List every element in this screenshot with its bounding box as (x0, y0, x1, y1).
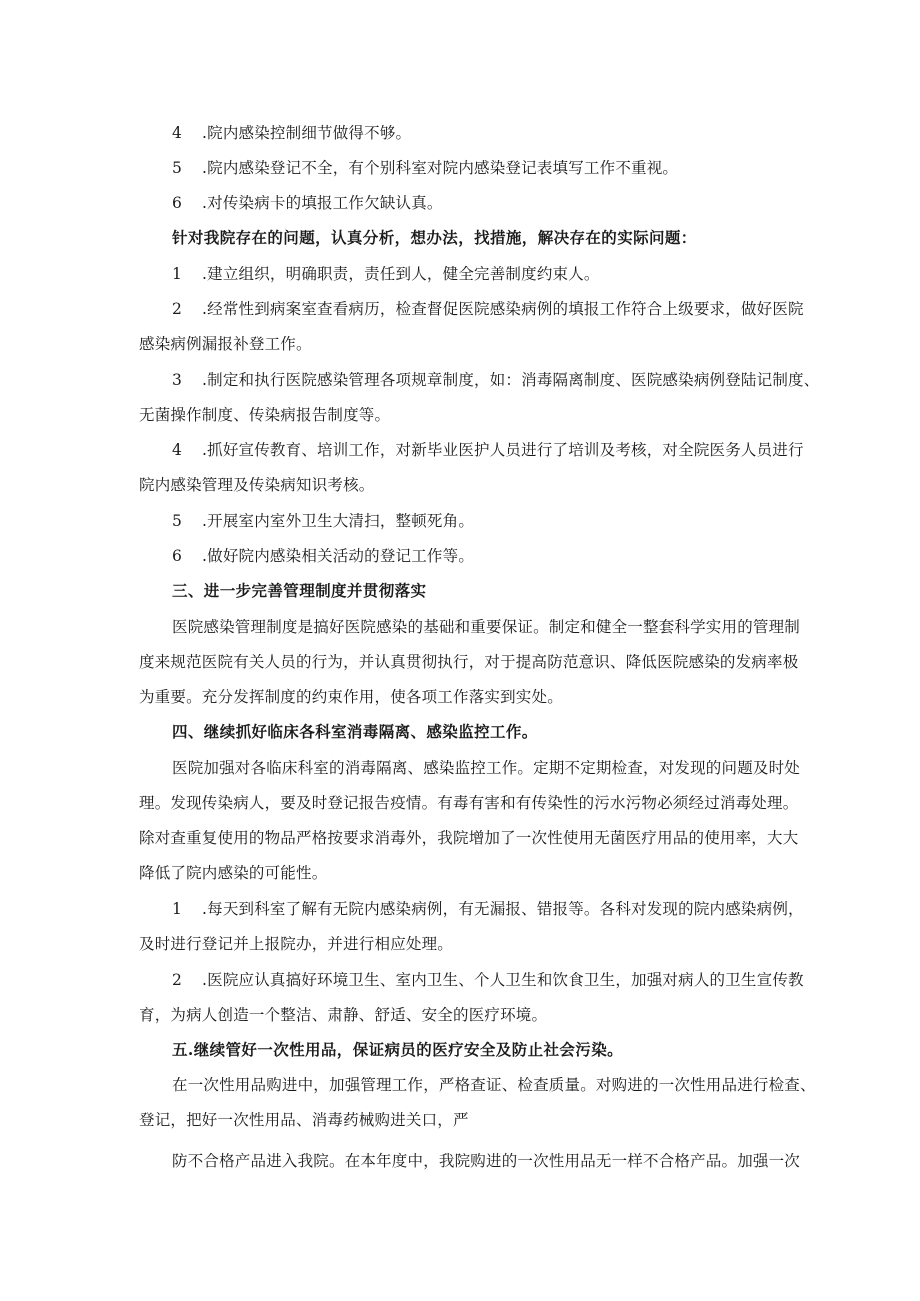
measure-item-2-continuation (139, 334, 312, 354)
item-text: 院内感染管理及传染病知识考核。 (139, 476, 375, 494)
item-text: .院内感染控制细节做得不够。 (202, 124, 412, 142)
section-4-paragraph-line-4 (139, 863, 327, 883)
item-text: .经常性到病案室查看病历，检查督促医院感染病例的填报工作符合上级要求，做好医院 (202, 300, 804, 318)
item-number: 6 (172, 547, 183, 565)
section-5-paragraph-line-3 (172, 1151, 800, 1171)
item-number: 1 (172, 265, 183, 283)
item-number: 1 (172, 900, 183, 918)
section-5-paragraph-line-1 (172, 1075, 816, 1095)
heading-text: 三、进一步完善管理制度并贯彻落实 (172, 581, 427, 600)
paragraph-item-6-infectious-card (172, 193, 443, 213)
measure-item-4 (172, 440, 804, 460)
paragraph-text: 理。发现传染病人，要及时登记报告疫情。有毒有害和有传染性的污水污物必须经过消毒处理。 (139, 794, 799, 812)
paragraph-text: 除对查重复使用的物品严格按要求消毒外，我院增加了一次性使用无菌医疗用品的使用率，大大 (139, 829, 799, 847)
item-text: 育，为病人创造一个整洁、肃静、舒适、安全的医疗环境。 (139, 1006, 548, 1024)
item-number: 5 (172, 159, 183, 177)
item-text: .制定和执行医院感染管理各项规章制度，如：消毒隔离制度、医院感染病例登陆记制度、 (202, 371, 820, 389)
paragraph-text: 防不合格产品进入我院。在本年度中，我院购进的一次性用品无一样不合格产品。加强一次 (172, 1152, 801, 1170)
section-heading-3 (172, 581, 426, 601)
heading-text: 四、继续抓好临床各科室消毒隔离、感染监控工作。 (172, 722, 538, 741)
measure-item-3-continuation (139, 405, 390, 425)
paragraph-text: 在一次性用品购进中，加强管理工作，严格查证、检查质量。对购进的一次性用品进行检查、 (172, 1076, 816, 1094)
item-text: 及时进行登记并上报院办，并进行相应处理。 (139, 935, 454, 953)
section-4-item-1-continuation (139, 934, 453, 954)
section-4-item-2-continuation (139, 1005, 547, 1025)
section-intro-measures (172, 228, 697, 248)
measure-item-3 (172, 370, 819, 390)
section-heading-5 (172, 1040, 623, 1060)
paragraph-text: 降低了院内感染的可能性。 (139, 864, 328, 882)
section-heading-4 (172, 722, 538, 742)
item-text: .做好院内感染相关活动的登记工作等。 (202, 547, 475, 565)
item-text: .开展室内室外卫生大清扫，整顿死角。 (202, 512, 475, 530)
item-number: 2 (172, 971, 183, 989)
item-text: 感染病例漏报补登工作。 (139, 335, 312, 353)
section-3-paragraph-line-1 (172, 617, 800, 637)
section-4-paragraph-line-1 (172, 758, 800, 778)
section-4-paragraph-line-3 (139, 828, 798, 848)
paragraph-text: 医院感染管理制度是搞好医院感染的基础和重要保证。制定和健全一整套科学实用的管理制 (172, 618, 801, 636)
measure-item-4-continuation (139, 475, 375, 495)
measure-item-1 (172, 264, 600, 284)
item-text: .每天到科室了解有无院内感染病例，有无漏报、错报等。各科对发现的院内感染病例， (202, 900, 804, 918)
section-3-paragraph-line-3 (139, 687, 563, 707)
item-number: 3 (172, 371, 183, 389)
item-text: .建立组织，明确职责，责任到人，健全完善制度约束人。 (202, 265, 600, 283)
item-number: 4 (172, 441, 183, 459)
section-4-item-2 (172, 970, 804, 990)
item-text: .医院应认真搞好环境卫生、室内卫生、个人卫生和饮食卫生，加强对病人的卫生宣传教 (202, 971, 804, 989)
intro-text: 针对我院存在的问题，认真分析，想办法，找措施，解决存在的实际问题： (172, 228, 697, 247)
measure-item-2 (172, 299, 804, 319)
measure-item-6 (172, 546, 474, 566)
item-number: 6 (172, 194, 183, 212)
item-text: .对传染病卡的填报工作欠缺认真。 (202, 194, 443, 212)
paragraph-text: 登记，把好一次性用品、消毒药械购进关口，严 (139, 1111, 469, 1129)
section-4-paragraph-line-2 (139, 793, 798, 813)
item-text: 无菌操作制度、传染病报告制度等。 (139, 406, 391, 424)
item-text: .院内感染登记不全，有个别科室对院内感染登记表填写工作不重视。 (202, 159, 679, 177)
paragraph-text: 度来规范医院有关人员的行为，并认真贯彻执行，对于提高防范意识、降低医院感染的发病率极 (139, 653, 799, 671)
item-number: 4 (172, 124, 183, 142)
heading-text: 五.继续管好一次性用品，保证病员的医疗安全及防止社会污染。 (172, 1040, 623, 1059)
item-number: 2 (172, 300, 183, 318)
paragraph-item-5-registration (172, 158, 678, 178)
section-3-paragraph-line-2 (139, 652, 798, 672)
item-number: 5 (172, 512, 183, 530)
section-4-item-1 (172, 899, 804, 919)
section-5-paragraph-line-2 (139, 1110, 469, 1130)
measure-item-5 (172, 511, 474, 531)
paragraph-text: 医院加强对各临床科室的消毒隔离、感染监控工作。定期不定期检查，对发现的问题及时处 (172, 759, 801, 777)
paragraph-item-4-infection-control (172, 123, 411, 143)
item-text: .抓好宣传教育、培训工作，对新毕业医护人员进行了培训及考核，对全院医务人员进行 (202, 441, 804, 459)
paragraph-text: 为重要。充分发挥制度的约束作用，使各项工作落实到实处。 (139, 688, 563, 706)
